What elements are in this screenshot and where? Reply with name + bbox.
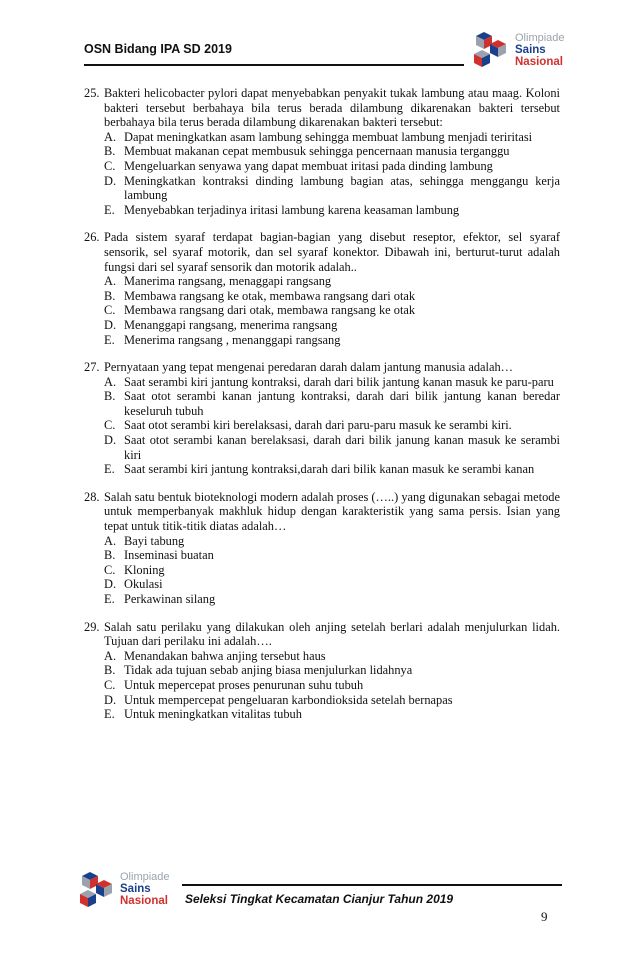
option-letter: D. xyxy=(104,692,117,707)
option-letter: B. xyxy=(104,663,116,678)
logo-text-nasional: Nasional xyxy=(515,56,563,68)
option-letter: D. xyxy=(104,317,117,332)
cube-logo-icon xyxy=(76,870,120,912)
option-letter: B. xyxy=(104,144,116,159)
answer-option xyxy=(84,563,560,578)
answer-option xyxy=(84,462,560,477)
answer-option xyxy=(84,707,560,722)
option-letter: E. xyxy=(104,707,115,722)
option-text: Inseminasi buatan xyxy=(124,548,214,563)
option-text: Saat otot serambi kanan jantung kontraksi, darah dari bilik jantung kanan beredar keseluruh tubuh xyxy=(124,389,560,418)
question-list xyxy=(84,86,560,735)
option-letter: D. xyxy=(104,577,117,592)
option-letter: D. xyxy=(104,173,117,188)
answer-option xyxy=(84,203,560,218)
header-divider xyxy=(84,64,464,66)
answer-option xyxy=(84,678,560,693)
question-text: Pada sistem syaraf terdapat bagian-bagian yang disebut reseptor, efektor, sel syaraf sensorik, sel syaraf motorik, dan sel syaraf konektor. Dibawah ini, berturut-turut adalah fungsi dari sel syaraf sensorik dan motorik adalah.. xyxy=(104,230,560,274)
option-letter: A. xyxy=(104,274,117,289)
option-letter: E. xyxy=(104,592,115,606)
question-stem xyxy=(84,230,560,274)
question-item xyxy=(84,620,560,722)
answer-option xyxy=(84,159,560,174)
answer-option xyxy=(84,592,560,607)
answer-option xyxy=(84,389,560,418)
option-letter: A. xyxy=(104,374,117,389)
answer-option xyxy=(84,130,560,145)
answer-option xyxy=(84,433,560,462)
option-letter: E. xyxy=(104,332,115,347)
option-letter: A. xyxy=(104,648,117,663)
question-item xyxy=(84,86,560,217)
option-letter: E. xyxy=(104,462,115,477)
option-text: Menyebabkan terjadinya iritasi lambung karena keasaman lambung xyxy=(124,202,460,217)
option-text: Membuat makanan cepat membusuk sehingga pencernaan manusia terganggu xyxy=(124,144,510,159)
question-item xyxy=(84,230,560,347)
option-text: Untuk meningkatkan vitalitas tubuh xyxy=(124,707,302,722)
question-stem xyxy=(84,360,560,375)
option-text: Menandakan bahwa anjing tersebut haus xyxy=(124,648,326,663)
question-stem xyxy=(84,490,560,534)
question-stem xyxy=(84,620,560,649)
option-text: Okulasi xyxy=(124,577,163,592)
question-number: 28. xyxy=(84,489,100,504)
option-text: Manerima rangsang, menaggapi rangsang xyxy=(124,274,332,289)
option-letter: A. xyxy=(104,129,117,144)
answer-option xyxy=(84,174,560,203)
answer-option xyxy=(84,375,560,390)
logo-text-olimpiade: Olimpiade xyxy=(515,32,565,44)
question-number: 26. xyxy=(84,230,100,245)
option-text: Menerima rangsang , menanggapi rangsang xyxy=(124,332,341,347)
option-text: Untuk mepercepat proses penurunan suhu tubuh xyxy=(124,677,364,692)
option-text: Saat serambi kiri jantung kontraksi,darah dari bilik kanan masuk ke serambi kanan xyxy=(124,462,535,477)
option-letter: C. xyxy=(104,677,116,692)
option-text: Membawa rangsang ke otak, membawa rangsang dari otak xyxy=(124,288,416,303)
option-letter: E. xyxy=(104,202,115,217)
option-text: Saat otot serambi kiri berelaksasi, darah dari paru-paru masuk ke serambi kiri. xyxy=(124,418,512,433)
option-text: Kloning xyxy=(124,562,165,577)
logo-text-sains: Sains xyxy=(515,44,546,56)
option-letter: C. xyxy=(104,562,116,577)
logo-text-olimpiade: Olimpiade xyxy=(120,871,170,883)
question-text: Salah satu bentuk bioteknologi modern adalah proses (…..) yang digunakan sebagai metode untuk memperbanyak makhluk hidup dengan karakteristik yang sama persis. Isian yang tepat untuk titik-titik diatas adalah… xyxy=(104,489,560,534)
question-item xyxy=(84,490,560,607)
question-number: 29. xyxy=(84,619,100,634)
option-letter: C. xyxy=(104,418,116,433)
option-text: Untuk mempercepat pengeluaran karbondioksida setelah bernapas xyxy=(124,692,453,707)
answer-option xyxy=(84,144,560,159)
footer-text: Seleksi Tingkat Kecamatan Cianjur Tahun 2019 xyxy=(185,892,454,906)
option-letter: B. xyxy=(104,288,116,303)
question-number: 25. xyxy=(84,86,100,100)
option-text: Saat otot serambi kanan berelaksasi, darah dari bilik janung kanan masuk ke serambi kiri xyxy=(124,433,560,462)
option-text: Tidak ada tujuan sebab anjing biasa menjulurkan lidahnya xyxy=(124,663,413,678)
answer-option xyxy=(84,318,560,333)
header-title: OSN Bidang IPA SD 2019 xyxy=(84,42,232,56)
footer-divider xyxy=(182,884,562,886)
answer-option xyxy=(84,274,560,289)
option-letter: C. xyxy=(104,158,116,173)
logo-text-sains: Sains xyxy=(120,883,151,895)
answer-option xyxy=(84,418,560,433)
logo-text-nasional: Nasional xyxy=(120,895,168,907)
olimpiade-sains-nasional-footer-logo xyxy=(76,870,176,912)
page-number: 9 xyxy=(541,909,548,924)
option-text: Perkawinan silang xyxy=(124,592,216,606)
olimpiade-sains-nasional-logo xyxy=(470,30,570,72)
question-text: Pernyataan yang tepat mengenai peredaran darah dalam jantung manusia adalah… xyxy=(104,360,514,375)
option-letter: B. xyxy=(104,389,116,404)
question-stem xyxy=(84,86,560,130)
question-number: 27. xyxy=(84,360,100,375)
option-letter: B. xyxy=(104,548,116,563)
option-letter: D. xyxy=(104,433,117,448)
question-text: Salah satu perilaku yang dilakukan oleh anjing setelah berlari adalah menjulurkan lidah. Tujuan dari perilaku ini adalah…. xyxy=(104,619,560,649)
option-text: Membawa rangsang dari otak, membawa rangsang ke otak xyxy=(124,303,416,318)
option-text: Saat serambi kiri jantung kontraksi, darah dari bilik jantung kanan masuk ke paru-paru xyxy=(124,374,554,389)
option-text: Bayi tabung xyxy=(124,533,185,548)
option-text: Menanggapi rangsang, menerima rangsang xyxy=(124,317,338,332)
answer-option xyxy=(84,693,560,708)
question-item xyxy=(84,360,560,477)
option-text: Meningkatkan kontraksi dinding lambung bagian atas, sehingga menggangu kerja lambung xyxy=(124,173,560,203)
answer-option xyxy=(84,303,560,318)
answer-option xyxy=(84,534,560,549)
answer-option xyxy=(84,577,560,592)
option-text: Dapat meningkatkan asam lambung sehingga membuat lambung menjadi teriritasi xyxy=(124,129,533,144)
cube-logo-icon xyxy=(470,30,514,72)
option-letter: C. xyxy=(104,303,116,318)
option-text: Mengeluarkan senyawa yang dapat membuat iritasi pada dinding lambung xyxy=(124,158,493,173)
answer-option xyxy=(84,663,560,678)
question-text: Bakteri helicobacter pylori dapat menyebabkan penyakit tukak lambung atau maag. Koloni bakteri tersebut berbahaya bila terus berada dilambung dikarenakan bakteri tersebut berbahaya bila terus berada dilambung dikarenakan bakteri tersebut: xyxy=(104,86,560,130)
answer-option xyxy=(84,333,560,348)
answer-option xyxy=(84,548,560,563)
answer-option xyxy=(84,649,560,664)
answer-option xyxy=(84,289,560,304)
option-letter: A. xyxy=(104,533,117,548)
